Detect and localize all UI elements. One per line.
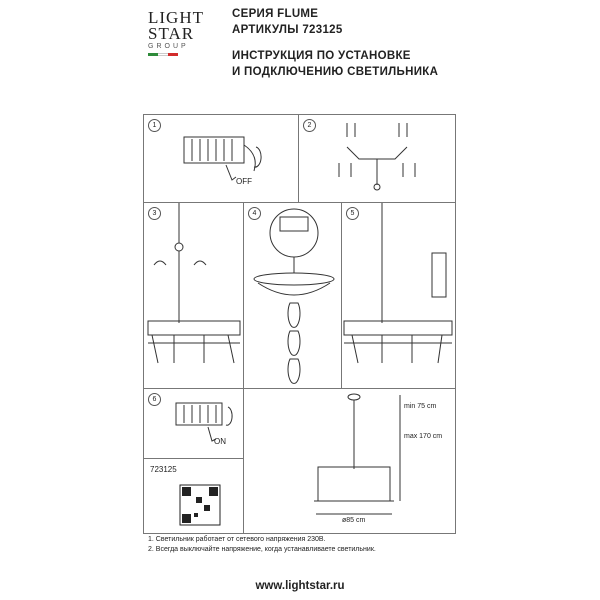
bulb-install-illustration (342, 203, 455, 389)
article-title: АРТИКУЛЫ 723125 (232, 24, 343, 36)
switch-on-illustration (144, 389, 244, 459)
switch-off-illustration (144, 115, 299, 203)
brand-line2: STAR (148, 24, 195, 43)
instruction-title-2: И ПОДКЛЮЧЕНИЮ СВЕТИЛЬНИКА (232, 66, 439, 78)
brand-logo (148, 10, 218, 56)
step-number-2: 2 (303, 119, 316, 132)
off-label: OFF (236, 177, 252, 186)
series-title: СЕРИЯ FLUME (232, 8, 319, 20)
fixture-dimensions-drawing (244, 389, 455, 533)
brand-line1: LIGHT (148, 8, 204, 27)
article-code: 723125 (150, 465, 177, 474)
step-panel-1 (143, 114, 300, 204)
step-number-6: 6 (148, 393, 161, 406)
step-number-3: 3 (148, 207, 161, 220)
step-number-1: 1 (148, 119, 161, 132)
step-number-4: 4 (248, 207, 261, 220)
dim-max: max 170 cm (404, 433, 443, 440)
website-link[interactable]: www.lightstar.ru (255, 580, 345, 592)
note-1: 1. Светильник работает от сетевого напряжения 230В. (148, 536, 326, 543)
on-label: ON (214, 437, 226, 446)
qr-code (144, 459, 244, 533)
canopy-detail-illustration (244, 203, 342, 389)
instruction-title-1: ИНСТРУКЦИЯ ПО УСТАНОВКЕ (232, 50, 411, 62)
dim-diameter: ø85 cm (342, 517, 366, 524)
step-panel-2 (298, 114, 456, 204)
chain-height-illustration (144, 203, 244, 389)
notes (148, 535, 376, 555)
step-panel-3 (143, 202, 245, 390)
article-code-panel (143, 458, 245, 534)
step-panel-5 (341, 202, 456, 390)
mounting-bracket-illustration (299, 115, 455, 203)
note-2: 2. Всегда выключайте напряжение, когда устанавливаете светильник. (148, 546, 376, 553)
flag-stripe (148, 53, 178, 56)
step-panel-6 (143, 388, 245, 460)
step-number-5: 5 (346, 207, 359, 220)
brand-line3: GROUP (148, 43, 189, 50)
dim-min: min 75 cm (404, 403, 437, 410)
dimensions-panel (243, 388, 456, 534)
step-panel-4 (243, 202, 343, 390)
